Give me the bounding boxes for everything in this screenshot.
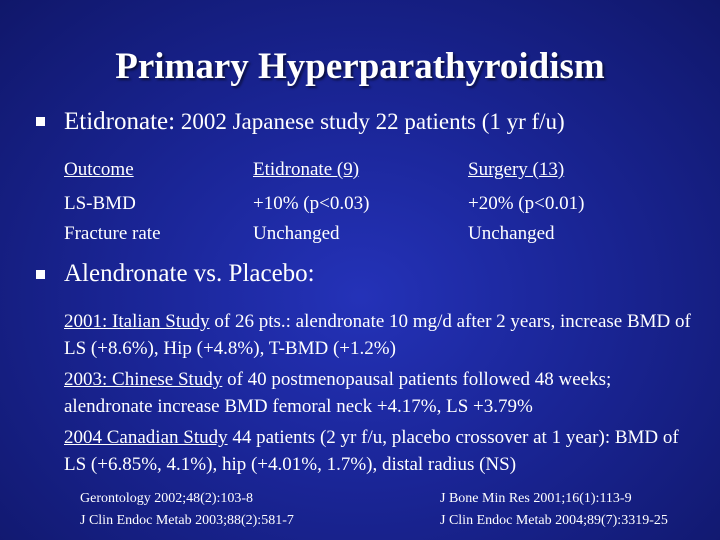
- table-cell: Fracture rate: [64, 223, 161, 244]
- study-text: 44 patients (2 yr f/u, placebo crossover at 1 year): BMD of LS (+6.85%, 4.1%), hip (+4.01%, 1.7%), distal radius (NS): [64, 427, 679, 475]
- table-header-surgery: Surgery (13): [468, 159, 565, 180]
- study-paragraph: [64, 425, 694, 478]
- bullet-square-icon: [36, 117, 45, 126]
- reference: J Clin Endoc Metab 2004;89(7):3319-25: [440, 513, 668, 528]
- reference: Gerontology 2002;48(2):103-8: [80, 491, 254, 506]
- table-cell: LS-BMD: [64, 193, 136, 214]
- table-header-outcome: Outcome: [64, 159, 134, 180]
- table-header-etidronate: Etidronate (9): [253, 159, 360, 180]
- table-cell: +10% (p<0.03): [253, 193, 370, 214]
- study-label: 2001: Italian Study: [64, 311, 210, 332]
- table-cell: +20% (p<0.01): [468, 193, 585, 214]
- study-paragraph: [64, 309, 694, 362]
- study-text: of 26 pts.: alendronate 10 mg/d after 2 years, increase BMD of LS (+8.6%), Hip (+4.8%), T-BMD (+1.2%): [64, 311, 691, 359]
- reference: J Bone Min Res 2001;16(1):113-9: [440, 491, 632, 506]
- study-label: 2004 Canadian Study: [64, 427, 228, 448]
- study-label: 2003: Chinese Study: [64, 369, 223, 390]
- bullet-etidronate-lead: Etidronate:: [64, 108, 176, 135]
- slide-title: Primary Hyperparathyroidism: [115, 46, 605, 87]
- reference: J Clin Endoc Metab 2003;88(2):581-7: [80, 513, 294, 528]
- bullet-etidronate-rest: 2002 Japanese study 22 patients (1 yr f/u): [175, 109, 565, 134]
- study-text: of 40 postmenopausal patients followed 48 weeks; alendronate increase BMD femoral neck +4.17%, LS +3.79%: [64, 369, 612, 417]
- bullet-square-icon: [36, 270, 45, 279]
- bullet-alendronate: Alendronate vs. Placebo:: [64, 260, 315, 287]
- study-paragraph: [64, 367, 694, 420]
- bullet-etidronate: [64, 107, 565, 137]
- table-cell: Unchanged: [468, 223, 555, 244]
- table-cell: Unchanged: [253, 223, 340, 244]
